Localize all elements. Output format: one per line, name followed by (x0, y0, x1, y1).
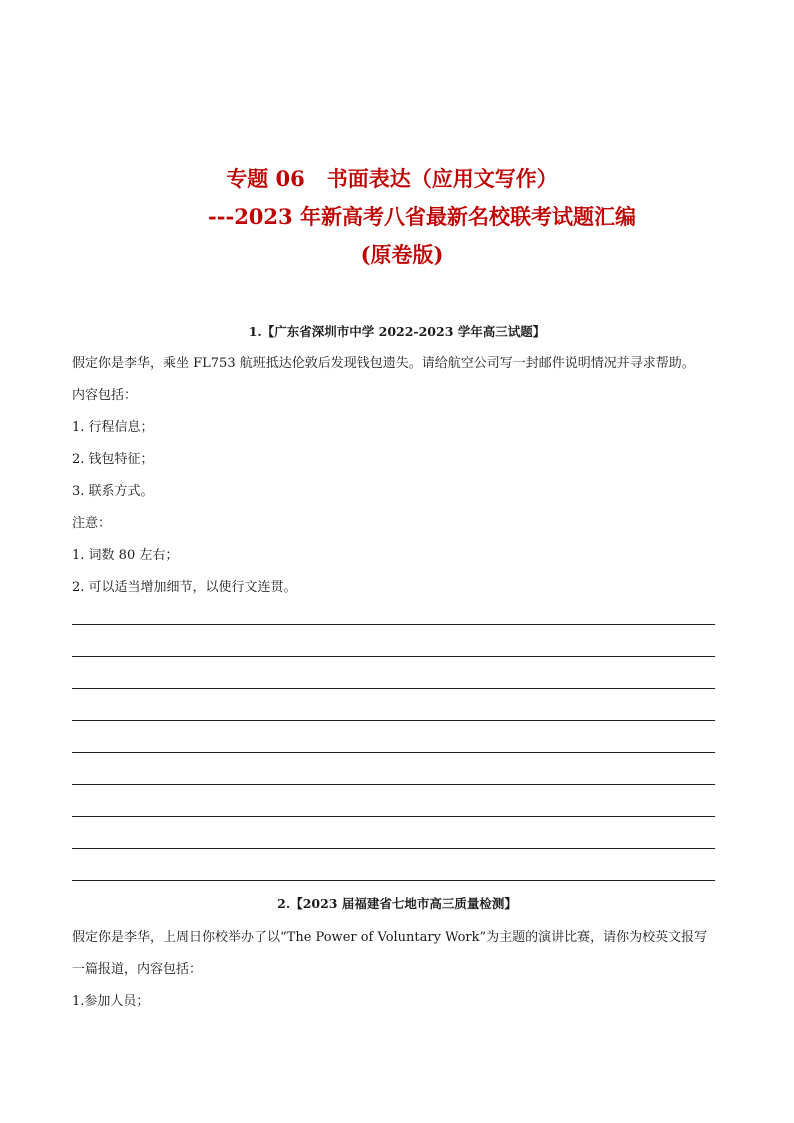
answer-line (72, 848, 715, 849)
question-2-heading: 2.【2023 届福建省七地市高三质量检测】 (277, 896, 517, 911)
title-line-1 (0, 160, 794, 198)
title-block (0, 160, 794, 274)
question-2-prompt-line-1: 假定你是李华，上周日你校举办了以“The Power of Voluntary Work”为主题的演讲比赛，请你为校英文报写 (72, 930, 708, 945)
answer-line (72, 624, 715, 625)
answer-line (72, 688, 715, 689)
answer-line (72, 752, 715, 753)
topic-name: 书面表达（应用文写作） (326, 166, 558, 191)
note-item: 1. 词数 80 左右； (72, 548, 179, 563)
answer-line (72, 880, 715, 881)
title-line-3: (原卷版) (360, 242, 444, 267)
content-label: 内容包括： (72, 388, 138, 403)
note-label: 注意： (72, 516, 112, 531)
answer-line (72, 720, 715, 721)
list-item: 3. 联系方式。 (72, 484, 154, 499)
answer-line (72, 784, 715, 785)
title-line-2: ---2023 年新高考八省最新名校联考试题汇编 (208, 204, 636, 229)
question-2-prompt-line-2: 一篇报道，内容包括： (72, 962, 203, 977)
question-1-heading: 1.【广东省深圳市中学 2022-2023 学年高三试题】 (248, 324, 546, 339)
note-item: 2. 可以适当增加细节，以使行文连贯。 (72, 580, 297, 595)
list-item: 1.参加人员； (72, 994, 150, 1009)
list-item: 2. 钱包特征； (72, 452, 154, 467)
list-item: 1. 行程信息； (72, 420, 154, 435)
topic-number: 专题 06 (226, 166, 305, 191)
question-1-prompt: 假定你是李华，乘坐 FL753 航班抵达伦敦后发现钱包遗失。请给航空公司写一封邮件说明情况并寻求帮助。 (72, 356, 695, 371)
answer-line (72, 816, 715, 817)
answer-line (72, 656, 715, 657)
